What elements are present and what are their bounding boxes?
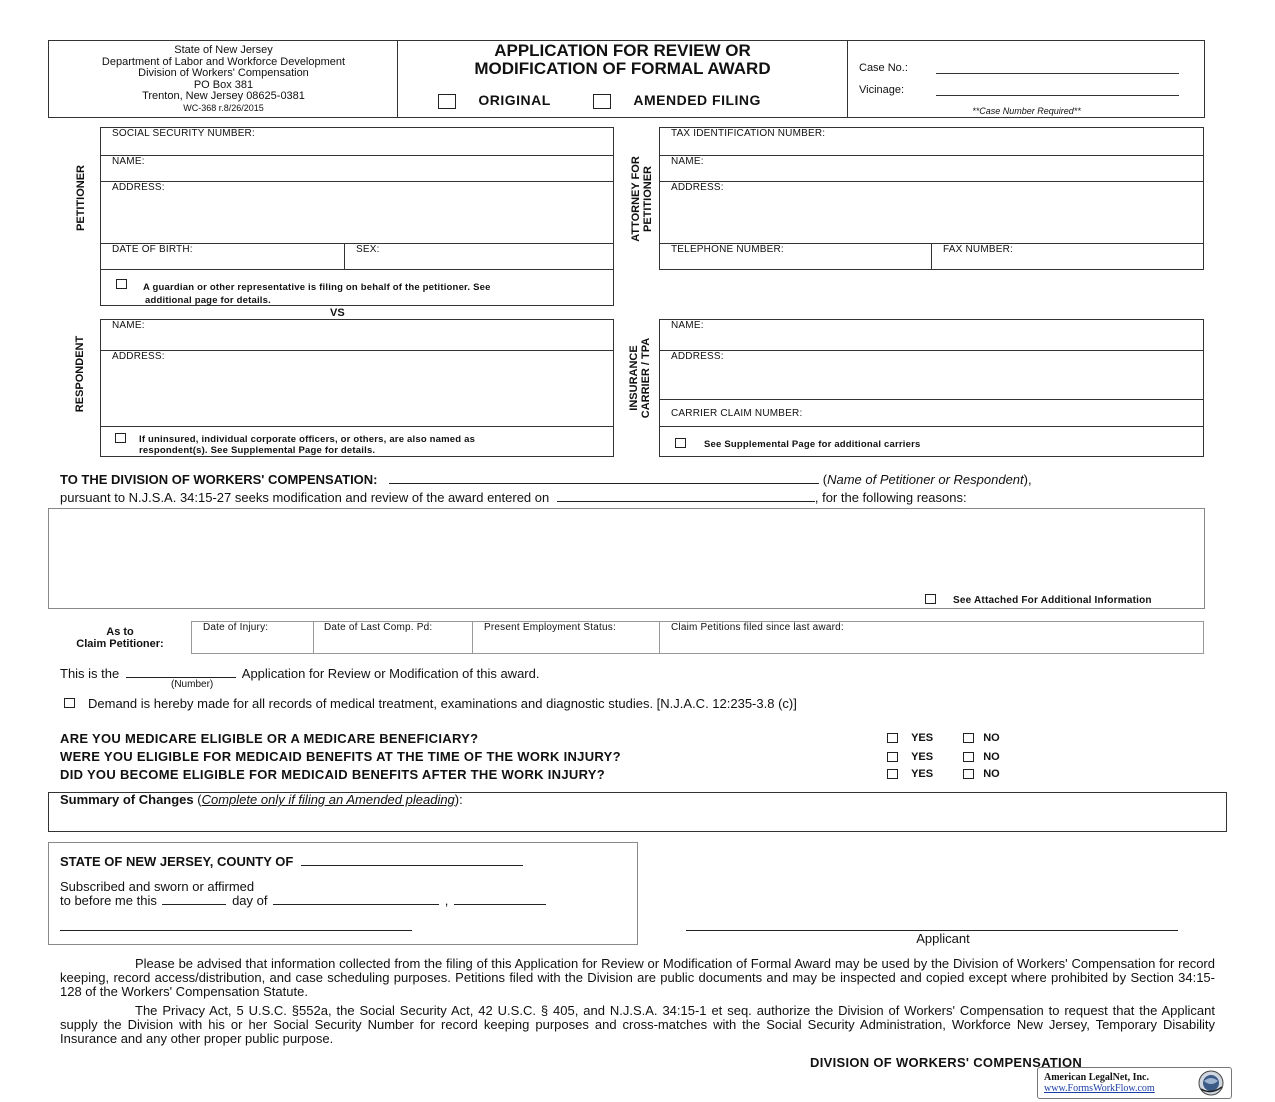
case-required-note: **Case Number Required** — [972, 106, 1081, 116]
carrier-address-field[interactable]: ADDRESS: — [671, 351, 724, 362]
carrier-claim-number-field[interactable]: CARRIER CLAIM NUMBER: — [671, 408, 803, 419]
as-to-label — [50, 626, 190, 650]
supplemental-carriers-checkbox[interactable] — [675, 438, 686, 448]
dob-field[interactable]: DATE OF BIRTH: — [112, 244, 193, 255]
subscribed-text: Subscribed and sworn or affirmed — [60, 879, 255, 894]
case-no-label: Case No.: — [859, 62, 908, 74]
guardian-text — [143, 281, 491, 307]
yes-checkbox[interactable] — [887, 769, 898, 779]
question-answer — [887, 732, 1000, 744]
question-answer — [887, 751, 1000, 763]
amended-label: AMENDED FILING — [633, 92, 761, 108]
form-title — [398, 42, 847, 78]
uninsured-checkbox[interactable] — [115, 433, 126, 443]
uninsured-line: respondent(s). See Supplemental Page for details. — [139, 445, 376, 456]
carrier-label-line: INSURANCE — [628, 345, 640, 411]
date-last-comp-field[interactable]: Date of Last Comp. Pd: — [324, 622, 433, 633]
uninsured-text — [139, 434, 475, 456]
title-line-1: APPLICATION FOR REVIEW OR — [494, 41, 751, 60]
petitioner-name-field[interactable]: NAME: — [112, 156, 145, 167]
agency-line: Department of Labor and Workforce Development — [101, 55, 346, 68]
date-of-injury-field[interactable]: Date of Injury: — [203, 622, 269, 633]
this-is-the-text: This is the — [60, 666, 120, 681]
petitioner-or-respondent-field[interactable] — [389, 471, 819, 484]
yes-checkbox[interactable] — [887, 733, 898, 743]
yes-label: YES — [911, 732, 934, 744]
notice-paragraph-1: Please be advised that information collected from the filing of this Application for Review or Modification of Formal Award may be used by the Division of Workers' Compensation for record keeping, record access/distribution, and case scheduling purposes. Petitions filed with the Division are public documents and may be inspected and copied except where prohibited by Section 34:15-128 of the Workers' Compensation Statute. — [60, 956, 1215, 999]
division-line-1: TO THE DIVISION OF WORKERS' COMPENSATION: (Name of Petitioner or Respondent), — [60, 472, 1032, 487]
vs-label: VS — [330, 307, 345, 319]
summary-title: Summary of Changes — [60, 792, 194, 807]
number-hint: (Number) — [171, 679, 214, 690]
carrier-side-label — [628, 328, 652, 428]
no-label: NO — [983, 751, 1000, 763]
footer-division: DIVISION OF WORKERS' COMPENSATION — [810, 1055, 1083, 1070]
form-id: WC-368 r.8/26/2015 — [183, 102, 264, 113]
petitioner-box — [100, 127, 614, 306]
supplemental-carriers-text: See Supplemental Page for additional carriers — [704, 439, 921, 450]
respondent-name-field[interactable]: NAME: — [112, 320, 145, 331]
petitioner-side-label: PETITIONER — [75, 165, 87, 232]
question-answer — [887, 768, 1000, 780]
globe-icon — [1196, 1069, 1226, 1097]
as-to-line: As to — [106, 626, 134, 638]
branding-url[interactable]: www.FormsWorkFlow.com — [1044, 1083, 1155, 1094]
month-field[interactable] — [273, 892, 439, 905]
no-checkbox[interactable] — [963, 752, 974, 762]
guardian-checkbox[interactable] — [116, 279, 127, 289]
claim-petitions-field[interactable]: Claim Petitions filed since last award: — [671, 622, 844, 633]
title-line-2: MODIFICATION OF FORMAL AWARD — [474, 59, 771, 78]
agency-block — [50, 45, 397, 113]
guardian-line: A guardian or other representative is filing on behalf of the petitioner. See — [143, 282, 491, 293]
telephone-field[interactable]: TELEPHONE NUMBER: — [671, 244, 784, 255]
applicant-label: Applicant — [916, 931, 970, 946]
yes-checkbox[interactable] — [887, 752, 898, 762]
day-field[interactable] — [162, 892, 226, 905]
no-label: NO — [983, 768, 1000, 780]
carrier-name-field[interactable]: NAME: — [671, 320, 704, 331]
award-date-field[interactable] — [557, 489, 815, 502]
carrier-box — [659, 319, 1204, 457]
branding-company: American LegalNet, Inc. — [1044, 1072, 1149, 1083]
filing-type — [438, 92, 761, 109]
question-text: WERE YOU ELIGIBLE FOR MEDICAID BENEFITS AT THE TIME OF THE WORK INJURY? — [60, 749, 621, 764]
sex-field[interactable]: SEX: — [356, 244, 380, 255]
demand-text: Demand is hereby made for all records of medical treatment, examinations and diagnostic studies. [N.J.A.C. 12:235-3.8 (c)] — [88, 696, 797, 711]
carrier-label-line: CARRIER / TPA — [640, 337, 652, 419]
petitioner-address-field[interactable]: ADDRESS: — [112, 182, 165, 193]
vicinage-field[interactable] — [936, 95, 1179, 96]
attorney-name-field[interactable]: NAME: — [671, 156, 704, 167]
year-field[interactable] — [454, 892, 546, 905]
application-text: Application for Review or Modification of this award. — [241, 666, 540, 681]
see-attached-text: See Attached For Additional Information — [953, 595, 1152, 606]
vicinage-label: Vicinage: — [859, 84, 905, 96]
yes-label: YES — [911, 768, 934, 780]
agency-line: Trenton, New Jersey 08625-0381 — [142, 90, 305, 103]
county-field[interactable] — [301, 853, 523, 866]
fax-field[interactable]: FAX NUMBER: — [943, 244, 1013, 255]
no-label: NO — [983, 732, 1000, 744]
county-line — [60, 853, 523, 869]
guardian-line: additional page for details. — [145, 295, 271, 306]
see-attached-checkbox[interactable] — [925, 594, 936, 604]
pursuant-text: pursuant to N.J.S.A. 34:15-27 seeks modification and review of the award entered on — [60, 490, 550, 505]
employment-status-field[interactable]: Present Employment Status: — [484, 622, 616, 633]
question-text: ARE YOU MEDICARE ELIGIBLE OR A MEDICARE BENEFICIARY? — [60, 731, 479, 746]
attorney-label-line: PETITIONER — [642, 166, 654, 233]
summary-hint: Complete only if filing an Amended pleading — [201, 792, 455, 807]
attorney-side-label — [630, 154, 654, 244]
agency-line: State of New Jersey — [174, 44, 273, 56]
name-hint: Name of Petitioner or Respondent — [827, 472, 1024, 487]
to-before-text: to before me this — [60, 893, 157, 908]
amended-checkbox[interactable] — [593, 94, 611, 109]
original-label: ORIGINAL — [478, 92, 551, 108]
respondent-side-label: RESPONDENT — [74, 335, 86, 413]
uninsured-line: If uninsured, individual corporate officers, or others, are also named as — [139, 434, 476, 445]
notary-signature-field[interactable] — [60, 930, 412, 931]
reasons-text: , for the following reasons: — [814, 490, 967, 505]
demand-checkbox[interactable] — [64, 698, 75, 708]
no-checkbox[interactable] — [963, 733, 974, 743]
application-number-line — [60, 665, 539, 681]
respondent-address-field[interactable]: ADDRESS: — [112, 351, 165, 362]
state-county-label: STATE OF NEW JERSEY, COUNTY OF — [60, 854, 294, 869]
case-no-field[interactable] — [936, 73, 1179, 74]
notice-paragraph-2: The Privacy Act, 5 U.S.C. §552a, the Social Security Act, 42 U.S.C. § 405, and N.J.S.A. 34:15-1 et seq. authorize the Division of Workers' Compensation to request that the Applicant supply the Division with his or her Social Security Number for record keeping purposes and cross-matches with the Social Security Administration, Workforce New Jersey, Temporary Disability Insurance and any other proper public purpose. — [60, 1003, 1215, 1046]
question-text: DID YOU BECOME ELIGIBLE FOR MEDICAID BENEFITS AFTER THE WORK INJURY? — [60, 767, 605, 782]
as-to-line: Claim Petitioner: — [76, 638, 164, 650]
division-line-2 — [60, 489, 967, 505]
to-division-label: TO THE DIVISION OF WORKERS' COMPENSATION: — [60, 472, 378, 487]
no-checkbox[interactable] — [963, 769, 974, 779]
summary-label: Summary of Changes (Complete only if filing an Amended pleading): — [60, 792, 463, 807]
attorney-label-line: ATTORNEY FOR — [630, 156, 642, 242]
reasons-textarea[interactable] — [48, 508, 1205, 609]
tin-field[interactable]: TAX IDENTIFICATION NUMBER: — [671, 128, 826, 139]
agency-line: Division of Workers' Compensation — [138, 67, 309, 80]
ssn-field[interactable]: SOCIAL SECURITY NUMBER: — [112, 128, 255, 139]
application-number-field[interactable] — [126, 665, 236, 678]
attorney-address-field[interactable]: ADDRESS: — [671, 182, 724, 193]
yes-label: YES — [911, 751, 934, 763]
day-of-text: day of — [232, 893, 268, 908]
original-checkbox[interactable] — [438, 94, 456, 109]
sworn-date-line: to before me this day of , — [60, 892, 546, 908]
agency-line: PO Box 381 — [193, 78, 254, 91]
